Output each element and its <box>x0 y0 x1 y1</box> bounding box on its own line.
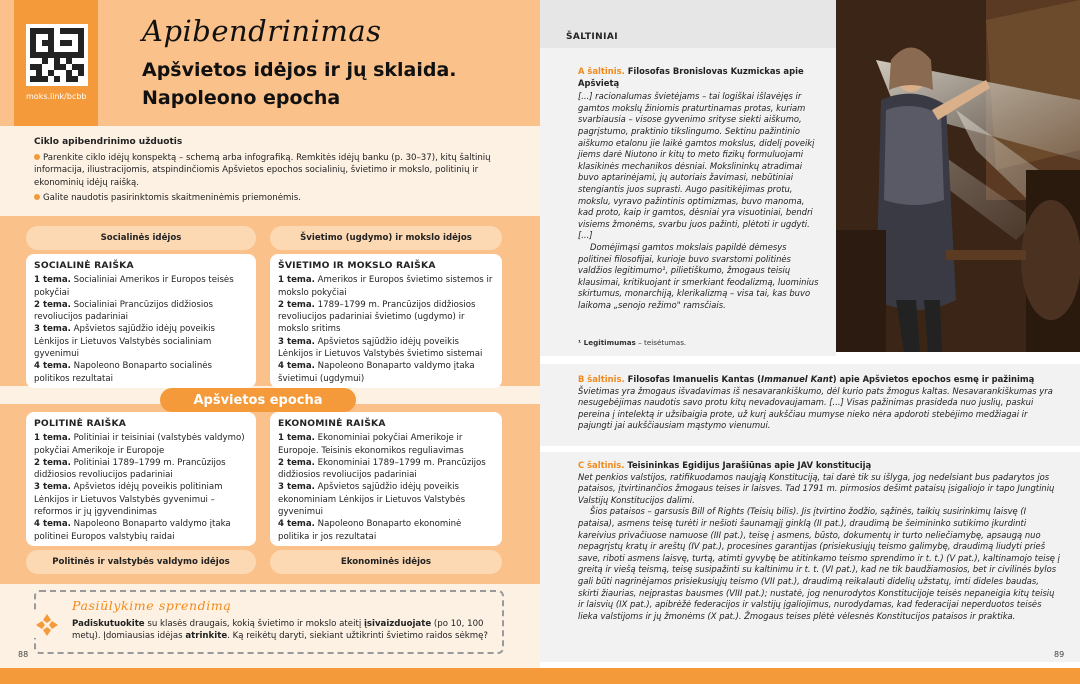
pill-economic-ideas: Ekonominės idėjos <box>270 550 502 574</box>
right-page <box>540 0 1080 684</box>
card-heading: EKONOMINĖ RAIŠKA <box>278 418 386 429</box>
subtitle-line-2: Napoleono epocha <box>142 87 341 109</box>
card-heading: SOCIALINĖ RAIŠKA <box>34 260 134 271</box>
source-c-paragraph: Šios pataisos – garsusis Bill of Rights (Teisių bilis). Jis įtvirtino žodžio, sąžinės, taikių susirinkimų laisvę (I pataisa), asmens teisę turėti ir nešioti šaunamąjį ginklą (II pat.), draudimą be šeimininko sutikimo įkurdinti kareivius privačiuose namuose (III pat.), teisę į asmens, būsto, dokumentų ir turto neliečiamybę, apsaugą nuo nepagrįstų kratų ir areštų (IV pat.), procesines garantijas (prisiekusiųjų teismo galimybę, draudimą liudyti prieš save, riboti asmens laisvę, turtą, atimti gyvybę be atitinkamo teismo sprendimo ir t. t.) (V pat.), kaltinamojo teisę į greitą ir viešą teismą, teisę susipažinti su kaltinimu ir t. t. (VI pat.), kad ne tik baudžiamosios, bet ir civilinės bylos gali būti nagrinėjamos prisiekusiųjų teismo (VII pat.), draudimą reikalauti didelių užstatų, imti dideles baudas, skirti žiaurias, neįprastas bausmes (VIII pat.); nustatė, jog nenurodytos Konstitucijoje teisės nepaneigia kitų teisių ir laisvių (IX pat.), apibrėžė federacijos ir valstijų įgaliojimus, nurodydamas, kad federacijai neperduotos teisės lieka valstijoms ir jų žmonėms (X pat.). Žmogaus teises plėtė vėlesnės Konstitucijos pataisos ir praktika. <box>578 506 1060 621</box>
bottom-bar <box>0 668 1080 684</box>
bullet-icon <box>34 154 40 160</box>
sources-header <box>540 0 836 48</box>
source-a-paragraph: Domėjimąsi gamtos mokslais papildė dėmesys politinei filosofijai, kurioje buvo svarstomi politinės valdžios legitimumo¹, pilietiškumo, žmogaus teisių klausimai, kritikuojant ir smerkiant feodalizmą, luominius skirtumus, monarchiją, klerikalizmą – visa tai, kas buvo laikoma „senojo režimo" ramsčiais. <box>578 241 819 310</box>
qr-code[interactable] <box>26 24 88 86</box>
cycle-task-item: Parenkite ciklo idėjų konspektą – schemą arba infografiką. Remkitės idėjų banku (p. 30–37), kitų šaltinių informacija, iliustracijomis, atspindinčiomis Apšvietos epochos socialinių, švietimo ir mokslo, politinių ir ekonominių idėjų raišką. <box>34 153 491 188</box>
qr-code-icon <box>30 28 84 82</box>
topic-row: 4 tema. Napoleono Bonaparto ekonominė politika ir jos rezultatai <box>278 519 462 542</box>
newton-painting <box>836 0 1080 352</box>
page-number-left: 88 <box>18 650 29 659</box>
qr-panel <box>14 0 98 126</box>
page-header <box>0 0 540 126</box>
source-c-paragraph: Net penkios valstijos, ratifikuodamos naująją Konstituciją, tai darė tik su išlyga, jog nedelsiant bus padarytos jos pataisos, įtvirtinančios žmogaus teises ir laisves. Tad 1791 m. pirmosios dešimt pataisų įsigaliojo ir tapo Jungtinių Valstijų Konstitucijos dalimi. <box>578 471 1055 505</box>
page-subtitle <box>142 56 522 112</box>
subtitle-line-1: Apšvietos idėjos ir jų sklaida. <box>142 59 457 81</box>
source-c <box>578 460 1062 622</box>
page-title: Apibendrinimas <box>142 14 382 48</box>
topic-row: 1 tema. Ekonominiai pokyčiai Amerikoje ir Europoje. Teisinis ekonomikos reguliavimas <box>278 433 464 456</box>
card-political <box>26 412 256 546</box>
pill-education-ideas: Švietimo (ugdymo) ir mokslo idėjos <box>270 226 502 250</box>
pill-political-ideas: Politinės ir valstybės valdymo idėjos <box>26 550 256 574</box>
card-education <box>270 254 502 388</box>
topic-row: 4 tema. Napoleono Bonaparto valdymo įtaka politinei Europos valstybių raidai <box>34 519 231 542</box>
topic-row: 3 tema. Apšvietos sąjūdžio idėjų poveikis Lėnkijos ir Lietuvos Valstybės švietimo sistemai <box>278 336 483 360</box>
cycle-task-title: Ciklo apibendrinimo užduotis <box>34 137 183 147</box>
source-c-panel <box>540 452 1080 662</box>
topic-row: 4 tema. Napoleono Bonaparto valdymo įtaka švietimui (ugdymui) <box>278 361 475 384</box>
source-b-panel <box>540 364 1080 446</box>
topic-row: 2 tema. 1789–1799 m. Prancūzijos didžiosios revoliucijos padariniai švietimo (ugdymo) ir mokslo sritims <box>278 299 476 335</box>
pill-social-ideas: Socialinės idėjos <box>26 226 256 250</box>
source-b <box>578 374 1058 432</box>
source-a-panel <box>540 48 836 356</box>
source-c-heading: C šaltinis. Teisininkas Egidijus Jarašiūnas apie JAV konstituciją <box>578 460 872 470</box>
footnote: ¹ Legitimumas – teisėtumas. <box>578 338 687 347</box>
topic-row: 1 tema. Socialiniai Amerikos ir Europos teisės pokyčiai <box>34 275 234 298</box>
painting-image <box>836 0 1080 352</box>
source-a-paragraph: [...] racionalumas švietėjams – tai logiškai išlavėjęs ir gamtos mokslų žiniomis praturtinamas protas, kuriam svarbiausia – visose gyvenimo srityse siekti aiškumo, pagrįstumo, praktinio tikslingumo. Sektinu pažintinio aiškumo etalonu jie laikė gamtos mokslus, didelį poveikį jiems darė Niutono ir kitų to meto fizikų formuluojami klasikinės mechanikos dėsniai. Mokslininkų atradimai buvo aptarinėjami, jų autoriais žavimasi, nebūtiniai stengiantis juos suprasti. Augo pasitikėjimas protu, mokslu, vyravo pažintinis optimizmas, buvo manoma, kad proto, kaip ir gamtos, dėsniai yra visuotiniai, bendri visiems žmonėms, svarbu juos pažinti, plėtoti ir ugdyti. [...] <box>578 91 815 241</box>
solution-text: Padiskutuokite su klasės draugais, kokią švietimo ir mokslo ateitį įsivaizduojate (po 10, 100 metų). Įdomiausias idėjas atrinkite. Ką reikėtų daryti, siekiant užtikrinti švietimo raidos sėkmę? <box>72 619 488 642</box>
topic-row: 1 tema. Amerikos ir Europos švietimo sistemos ir mokslo pokyčiai <box>278 275 493 298</box>
card-heading: ŠVIETIMO IR MOKSLO RAIŠKA <box>278 260 436 271</box>
qr-link[interactable]: moks.link/bcbb <box>26 92 87 101</box>
source-b-heading: B šaltinis. Filosofas Imanuelis Kantas (Immanuel Kant) apie Apšvietos epochos esmę ir pažinimą <box>578 374 1035 384</box>
topic-row: 3 tema. Apšvietos sąjūdžio idėjų poveikis Lėnkijos ir Lietuvos Valstybės socialiniam gyvenimui <box>34 324 216 360</box>
solution-box <box>34 590 504 654</box>
solution-title: Pasiūlykime sprendimą <box>72 598 232 613</box>
card-economic <box>270 412 502 546</box>
sources-heading: ŠALTINIAI <box>566 32 618 42</box>
card-social <box>26 254 256 388</box>
card-heading: POLITINĖ RAIŠKA <box>34 418 127 429</box>
cycle-task-item: Galite naudotis pasirinktomis skaitmeninėmis priemonėmis. <box>34 192 504 204</box>
topic-row: 4 tema. Napoleono Bonaparto socialinės politikos rezultatai <box>34 361 213 384</box>
source-a-heading: A šaltinis. Filosofas Bronislovas Kuzmickas apie Apšvietą <box>578 66 804 88</box>
cycle-task <box>34 136 504 207</box>
topic-row: 3 tema. Apšvietos idėjų poveikis politiniam Lėnkijos ir Lietuvos Valstybės gyvenimui – reformos ir jų įgyvendinimas <box>34 482 223 518</box>
puzzle-icon <box>34 612 60 638</box>
center-label-enlightenment: Apšvietos epocha <box>160 388 356 412</box>
source-b-text: Švietimas yra žmogaus išvadavimas iš nesavarankiškumo, dėl kurio pats žmogus kaltas. Nesavarankiškumas yra nesugebėjimas naudotis savo protu kitų nevadovaujamam. [...] Visas pažinimas prasideda nuo juslių, paskui pereina į intelektą ir užsibaigia prote, už kurį aukščiau mumyse nieko nėra apdoroti stebėjimo medžiagai ir pajungti jai aukščiausiam mąstymo vienumui. <box>578 385 1053 431</box>
topic-row: 2 tema. Politiniai 1789–1799 m. Prancūzijos didžiosios revoliucijos padariniai <box>34 457 226 481</box>
topic-row: 2 tema. Socialiniai Prancūzijos didžiosios revoliucijos padariniai <box>34 299 214 323</box>
bullet-icon <box>34 194 40 200</box>
source-a <box>578 66 820 311</box>
page-number-right: 89 <box>1054 650 1065 659</box>
topic-row: 3 tema. Apšvietos sąjūdžio idėjų poveikis ekonominiam Lėnkijos ir Lietuvos Valstybės gyvenimui <box>278 482 466 518</box>
topic-row: 2 tema. Ekonominiai 1789–1799 m. Prancūzijos didžiosios revoliucijos padariniai <box>278 457 486 481</box>
topic-row: 1 tema. Politiniai ir teisiniai (valstybės valdymo) pokyčiai Amerikoje ir Europoje <box>34 433 245 456</box>
